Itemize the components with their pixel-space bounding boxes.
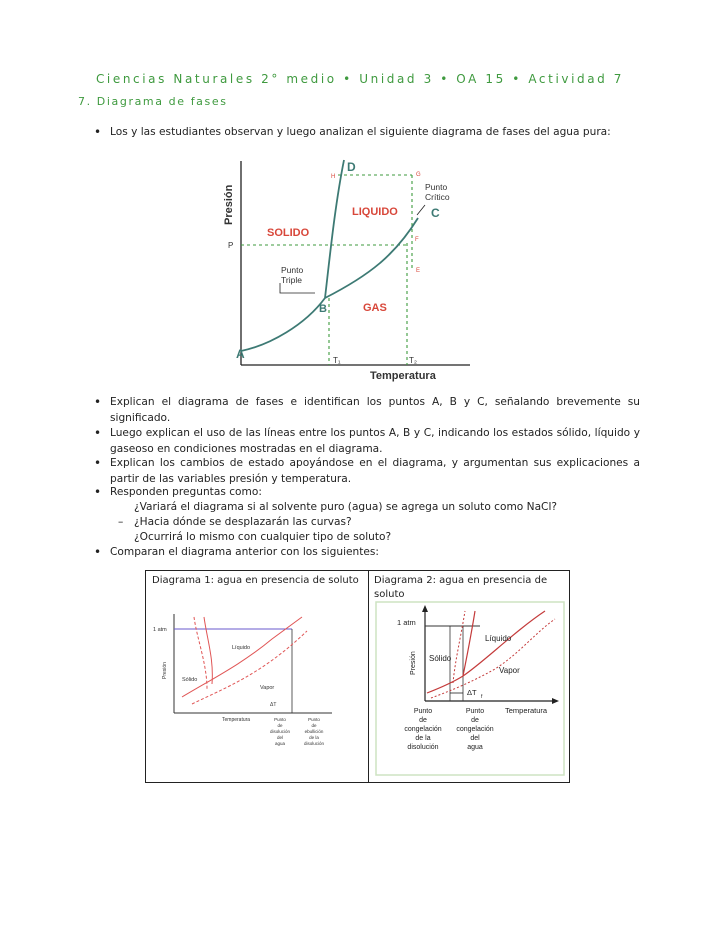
bullet-questions bbox=[94, 485, 640, 501]
d2-b3: congelación bbox=[456, 726, 494, 733]
question-1 bbox=[134, 500, 644, 516]
d2-vapor: Vapor bbox=[499, 666, 520, 675]
d2-ylabel: Presión bbox=[410, 651, 417, 675]
triple-label-2: Triple bbox=[281, 275, 302, 285]
d1-atm: 1 atm bbox=[153, 627, 167, 633]
liquid-label: LIQUIDO bbox=[352, 206, 398, 218]
d2-b1: Punto bbox=[465, 708, 485, 715]
point-b: B bbox=[319, 303, 327, 315]
diagram-1 bbox=[152, 609, 362, 759]
d2-a3: congelación bbox=[404, 726, 442, 733]
d1-label-solution bbox=[304, 717, 325, 746]
d1-e5: disolución bbox=[303, 741, 325, 746]
d2-solid: Sólido bbox=[429, 654, 452, 663]
bullet-explain-lines bbox=[94, 426, 640, 457]
triple-label-1: Punto bbox=[281, 265, 304, 275]
point-h: H bbox=[331, 174, 336, 180]
point-a: A bbox=[236, 347, 245, 361]
d2-label-water bbox=[456, 708, 493, 751]
question-text: ¿Variará el diagrama si al solvente puro (agua) se agrega un soluto como NaCl? bbox=[134, 501, 558, 513]
d1-f3: disolución bbox=[269, 729, 291, 734]
t1-label: T₁ bbox=[333, 356, 341, 365]
bullet-text: Responden preguntas como: bbox=[110, 486, 262, 498]
bullet-state-changes bbox=[94, 456, 640, 487]
water-phase-diagram bbox=[220, 155, 478, 387]
dash-icon: – bbox=[118, 516, 124, 528]
question-3 bbox=[134, 530, 644, 546]
d1-e4: de la bbox=[309, 735, 319, 740]
d1-solid: Sólido bbox=[182, 677, 198, 683]
bullet-text: Luego explican el uso de las líneas entre los puntos A, B y C, indicando los estados sólido, líquido y gaseoso en condiciones mostradas en el diagrama. bbox=[110, 427, 640, 455]
d1-dt: ΔT bbox=[270, 702, 277, 708]
d2-dt: ΔT bbox=[467, 688, 477, 697]
pressure-p: P bbox=[228, 241, 234, 250]
d1-curve-3 bbox=[204, 617, 212, 684]
right-caption: Diagrama 2: agua en presencia de soluto bbox=[374, 575, 548, 600]
t2-label: T₂ bbox=[409, 356, 417, 365]
critical-label-2: Crítico bbox=[425, 192, 450, 202]
d2-x-arrow-icon bbox=[552, 698, 559, 704]
d2-vapor-curve bbox=[427, 611, 545, 693]
d2-a4: de la bbox=[415, 735, 431, 742]
d2-atm: 1 atm bbox=[397, 618, 416, 627]
comparison-table bbox=[145, 570, 570, 783]
d2-label-solution bbox=[404, 708, 441, 751]
d2-y-arrow-icon bbox=[422, 605, 428, 612]
diagram-2 bbox=[375, 601, 565, 776]
d2-fusion-curve bbox=[463, 611, 475, 676]
gas-label: GAS bbox=[363, 302, 387, 314]
x-axis-label: Temperatura bbox=[370, 370, 436, 382]
point-f: F bbox=[415, 237, 419, 243]
bullet-icon: • bbox=[94, 395, 102, 409]
bullet-compare bbox=[94, 545, 640, 561]
solid-label: SOLIDO bbox=[267, 227, 310, 239]
bullet-text: Comparan el diagrama anterior con los siguientes: bbox=[110, 546, 379, 558]
d1-f4: del bbox=[276, 735, 284, 740]
question-text: ¿Ocurrirá lo mismo con cualquier tipo de soluto? bbox=[134, 531, 392, 543]
bullet-icon: • bbox=[94, 125, 102, 139]
d2-a2: de bbox=[419, 717, 427, 724]
d2-a1: Punto bbox=[413, 708, 433, 715]
critical-label-1: Punto bbox=[425, 182, 448, 192]
left-caption: Diagrama 1: agua en presencia de soluto bbox=[152, 575, 359, 586]
d1-ylabel: Presión bbox=[162, 662, 168, 679]
d2-xlabel: Temperatura bbox=[505, 706, 548, 715]
d2-dt-sub: f bbox=[481, 694, 483, 700]
d2-b4: del bbox=[470, 735, 480, 742]
point-e: E bbox=[416, 268, 421, 274]
d1-liquid: Líquido bbox=[232, 645, 251, 651]
d1-f2: de bbox=[277, 723, 283, 728]
bullet-text: Explican los cambios de estado apoyándose en el diagrama, y argumentan sus explicaciones a partir de las variables presión y temperatura. bbox=[110, 457, 640, 485]
section-title: 7. Diagrama de fases bbox=[78, 95, 228, 108]
bullet-icon: • bbox=[94, 485, 102, 499]
bullet-intro bbox=[94, 125, 650, 141]
d2-liquid: Líquido bbox=[485, 634, 512, 643]
bullet-icon: • bbox=[94, 545, 102, 559]
d1-curve-2 bbox=[192, 631, 307, 704]
bullet-text: Explican el diagrama de fases e identifican los puntos A, B y C, señalando brevemente su significado. bbox=[110, 396, 640, 424]
y-axis-label: Presión bbox=[223, 184, 235, 225]
bullet-explain-points bbox=[94, 395, 640, 426]
question-text: ¿Hacia dónde se desplazarán las curvas? bbox=[134, 516, 352, 528]
bullet-icon: • bbox=[94, 456, 102, 470]
d2-a5: disolución bbox=[407, 744, 439, 751]
question-2 bbox=[118, 515, 644, 531]
page-header: Ciencias Naturales 2° medio • Unidad 3 • OA 15 • Actividad 7 bbox=[95, 72, 625, 86]
d1-vapor: Vapor bbox=[260, 685, 275, 691]
d1-xlabel: Temperatura bbox=[222, 717, 251, 723]
d1-e2: de bbox=[311, 723, 317, 728]
d1-f5: agua bbox=[274, 741, 286, 746]
d2-b5: agua bbox=[467, 744, 483, 751]
point-c: C bbox=[431, 206, 440, 220]
table-divider bbox=[368, 571, 369, 782]
bullet-text: Los y las estudiantes observan y luego analizan el siguiente diagrama de fases del agua pura: bbox=[110, 126, 611, 138]
d2-b2: de bbox=[471, 717, 479, 724]
d1-e1: Punto bbox=[308, 717, 320, 722]
d1-f1: Punto bbox=[274, 717, 286, 722]
point-g: G bbox=[416, 172, 421, 178]
d1-e3: ebullición bbox=[304, 729, 324, 734]
d1-label-water bbox=[270, 717, 291, 746]
bullet-icon: • bbox=[94, 426, 102, 440]
point-d: D bbox=[347, 160, 356, 174]
